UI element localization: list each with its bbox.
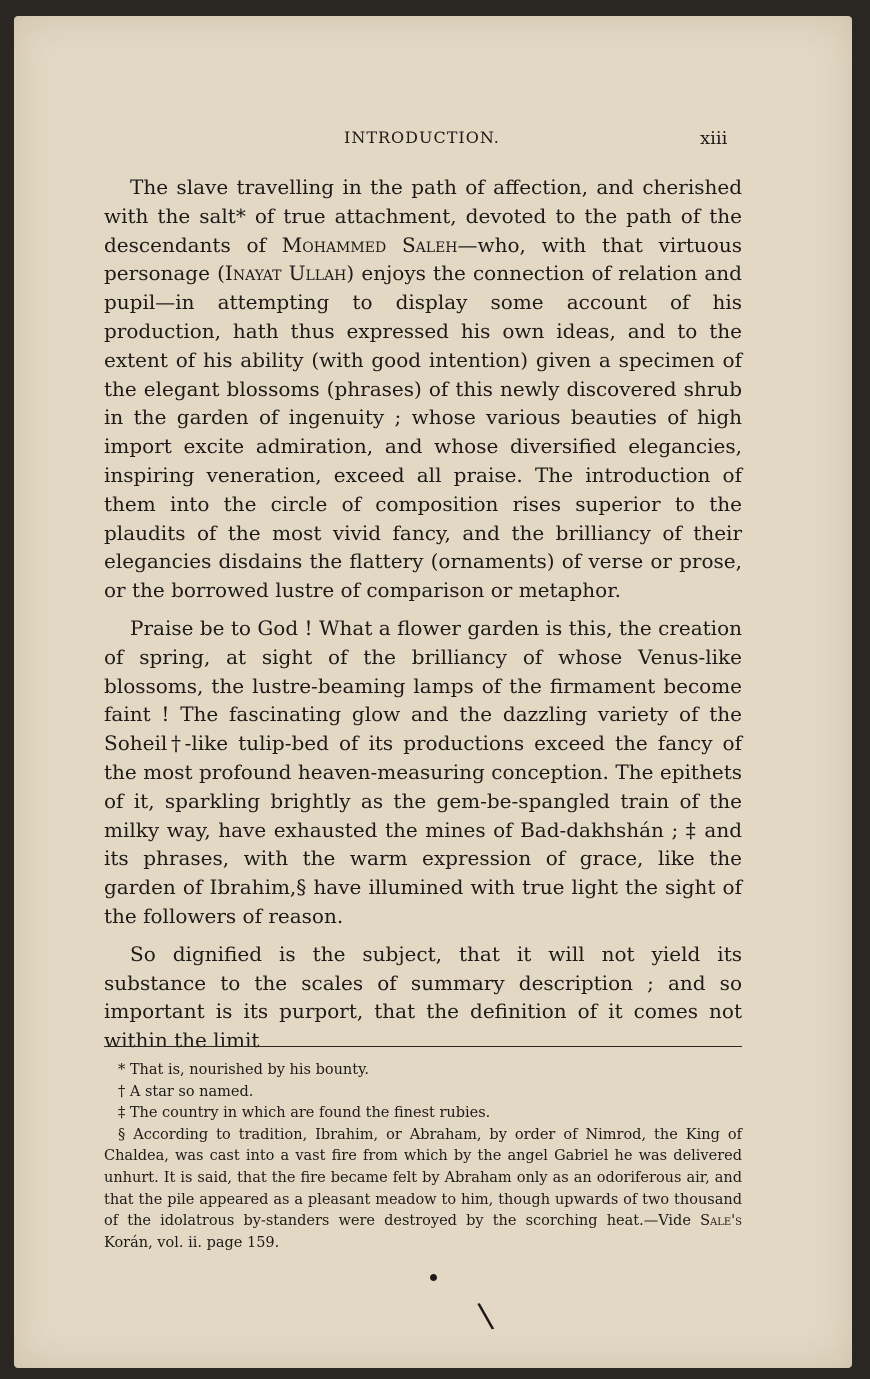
paragraph-2: Praise be to God ! What a flower garden is this, the creation of spring, at sight of the brilliancy of whose Venus-like blossoms, the lustre-beaming lamps of the firmament become faint ! The fascinating glow and the dazzling variety of the Soheil†-like tulip-bed of its productions exceed the fancy of the most profound heaven-measuring conception. The epithets of it, sparkling brightly as the gem-be-spangled train of the milky way, have exhausted the mines of Bad-dakhshán ; ‡ and its phrases, with the warm expression of grace, like the garden of Ibrahim,§ have illumined with true light the sight of the followers of reason. (104, 615, 742, 928)
ornament-dot (430, 1274, 437, 1281)
body-text (104, 173, 742, 1064)
page-number: xiii (700, 128, 728, 149)
footnote-4-text-b: Korán, vol. ii. page 159. (104, 1234, 280, 1251)
paragraph-1-text-b: —who, with that virtuous personage ( (104, 232, 742, 286)
footnotes (104, 1060, 742, 1254)
name-sale: Sale's (700, 1213, 742, 1230)
footnote-divider (104, 1046, 742, 1047)
footnote-4 (104, 1125, 742, 1255)
paragraph-1 (104, 173, 742, 605)
page-header (0, 128, 870, 152)
footnote-3: ‡ The country in which are found the finest rubies. (118, 1105, 491, 1122)
paragraph-1-text-c: ) enjoys the connection of relation and pupil—in attempting to display some account of his production, hath thus expressed his own ideas, and to the extent of his ability (with good intention) given a specimen of the elegant blossoms (phrases) of this newly discovered shrub in the garden of ingenuity ; whose various beauties of high import excite admiration, and whose diversified elegancies, inspiring veneration, exceed all praise. The introduction of them into the circle of composition rises superior to the plaudits of the most vivid fancy, and the brilliancy of their elegancies disdains the flattery (ornaments) of verse or prose, or the borrowed lustre of comparison or metaphor. (104, 261, 742, 603)
name-inayat-ullah: Inayat Ullah (224, 261, 347, 286)
paragraph-3: So dignified is the subject, that it will not yield its substance to the scales of summary description ; and so important is its purport, that the definition of it comes not within the limit (104, 941, 742, 1053)
footnote-1: * That is, nourished by his bounty. (118, 1062, 369, 1078)
pencil-mark: \ (475, 1295, 496, 1337)
footnote-2: † A star so named. (118, 1083, 254, 1100)
footnote-4-text-a: § According to tradition, Ibrahim, or Abraham, by order of Nimrod, the King of Chaldea, was cast into a vast fire from which by the angel Gabriel he was delivered unhurt. It is said, that the fire became felt by Abraham only as an odoriferous air, and that the pile appeared as a pleasant meadow to him, though upwards of two thousand of the idolatrous by-standers were destroyed by the scorching heat.—Vide (104, 1126, 742, 1230)
name-mohammed-saleh: Mohammed Saleh (281, 232, 458, 257)
paragraph-1-text-a: The slave travelling in the path of affection, and cherished with the salt* of true attachment, devoted to the path of the descendants of (104, 175, 742, 257)
running-title: INTRODUCTION. (344, 128, 500, 147)
